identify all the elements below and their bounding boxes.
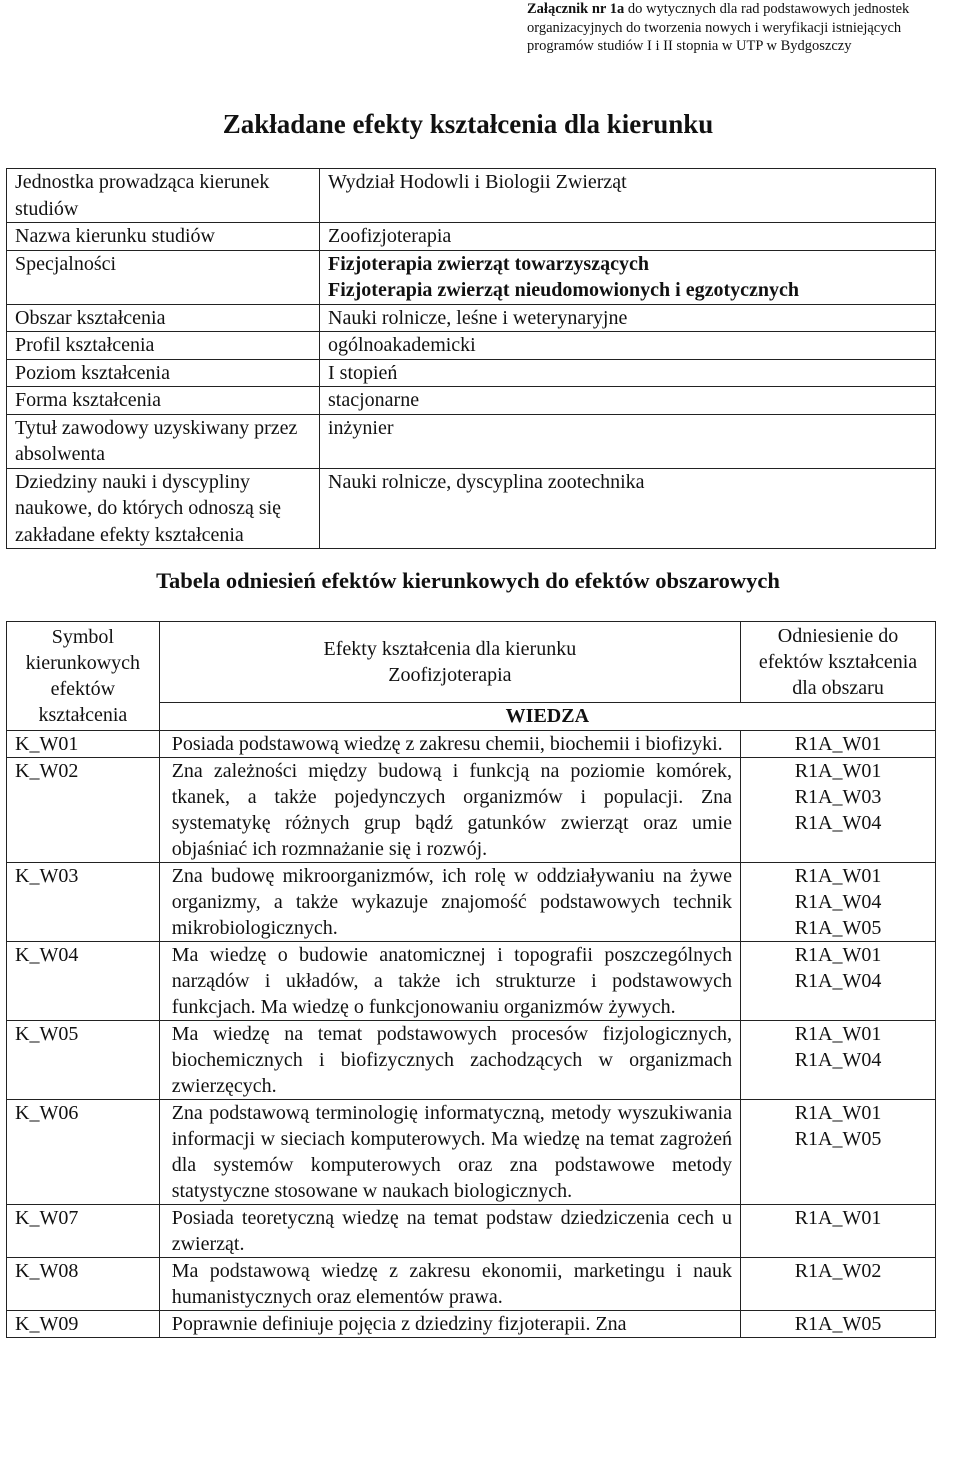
- info-label: Nazwa kierunku studiów: [7, 223, 320, 251]
- info-value: Nauki rolnicze, leśne i weterynaryjne: [320, 304, 936, 332]
- info-value: I stopień: [320, 359, 936, 387]
- attachment-note-label: Załącznik nr 1a: [527, 1, 625, 17]
- area-reference-code: R1A_W01: [794, 1207, 882, 1229]
- area-reference-code: R1A_W01: [794, 1023, 882, 1045]
- outcome-symbol: K_W06: [7, 1100, 160, 1205]
- outcome-area-references: [741, 863, 936, 942]
- info-label: Specjalności: [7, 250, 320, 304]
- outcome-area-references: [741, 1205, 936, 1258]
- outcome-description: Posiada teoretyczną wiedzę na temat podstaw dziedziczenia cech u zwierząt.: [159, 1205, 740, 1258]
- info-label: Jednostka prowadząca kierunek studiów: [7, 169, 320, 223]
- header-symbol: Symbol kierunkowych efektów kształcenia: [7, 622, 160, 731]
- outcome-description: Ma wiedzę o budowie anatomicznej i topografii poszczególnych narządów i układów, a także ich strukturze i podstawowych funkcjach. Ma wiedzę o funkcjonowaniu organizmów żywych.: [159, 942, 740, 1021]
- outcome-symbol: K_W09: [7, 1311, 160, 1338]
- outcome-area-references: [741, 942, 936, 1021]
- area-reference-code: R1A_W02: [794, 1260, 882, 1282]
- info-label: Profil kształcenia: [7, 332, 320, 360]
- outcome-area-references: [741, 731, 936, 758]
- area-reference-code: R1A_W05: [794, 1128, 882, 1150]
- outcome-row: [7, 731, 936, 758]
- area-reference-code: R1A_W03: [794, 786, 882, 808]
- specialization-name: Fizjoterapia zwierząt nieudomowionych i egzotycznych: [328, 279, 800, 301]
- mapping-table-title: Tabela odniesień efektów kierunkowych do efektów obszarowych: [156, 568, 780, 593]
- outcome-description: Zna podstawową terminologię informatyczną, metody wyszukiwania informacji w sieciach komputerowych. Ma wiedzę na temat zagrożeń dla systemów komputerowych oraz zna podstawowe metody statystyczne stosowane w naukach biologicznych.: [159, 1100, 740, 1205]
- info-value: [320, 250, 936, 304]
- outcome-symbol: K_W04: [7, 942, 160, 1021]
- info-row: [7, 387, 936, 415]
- outcome-symbol: K_W02: [7, 758, 160, 863]
- outcome-description: Ma wiedzę na temat podstawowych procesów fizjologicznych, biochemicznych i biofizycznych zachodzących w organizmach zwierzęcych.: [159, 1021, 740, 1100]
- info-label: Forma kształcenia: [7, 387, 320, 415]
- attachment-note: [527, 0, 957, 56]
- outcome-area-references: [741, 1258, 936, 1311]
- info-row: [7, 304, 936, 332]
- outcome-symbol: K_W05: [7, 1021, 160, 1100]
- info-row: [7, 223, 936, 251]
- outcome-description: Zna zależności między budową i funkcją na poziomie komórek, tkanek, a także pojedynczych organizmów i populacji. Zna systematykę różnych grup bądź gatunków zwierząt oraz umie objaśniać ich rozmnażanie się i rozwój.: [159, 758, 740, 863]
- outcome-symbol: K_W01: [7, 731, 160, 758]
- info-row: [7, 359, 936, 387]
- outcome-row: [7, 1311, 936, 1338]
- area-reference-code: R1A_W04: [794, 1049, 882, 1071]
- info-value: Wydział Hodowli i Biologii Zwierząt: [320, 169, 936, 223]
- outcomes-header-row: [7, 622, 936, 703]
- outcome-description: Poprawnie definiuje pojęcia z dziedziny fizjoterapii. Zna: [159, 1311, 740, 1338]
- outcome-row: [7, 758, 936, 863]
- info-value: ogólnoakademicki: [320, 332, 936, 360]
- attachment-note-text: do wytycznych dla rad podstawowych jednostek organizacyjnych do tworzenia nowych i weryfikacji istniejących programów studiów I i II stopnia w UTP w Bydgoszczy: [527, 1, 910, 54]
- info-label: Tytuł zawodowy uzyskiwany przez absolwenta: [7, 414, 320, 468]
- outcome-area-references: [741, 1100, 936, 1205]
- outcome-symbol: K_W07: [7, 1205, 160, 1258]
- outcome-row: [7, 942, 936, 1021]
- section-label: WIEDZA: [159, 703, 935, 731]
- outcome-row: [7, 1205, 936, 1258]
- info-label: Obszar kształcenia: [7, 304, 320, 332]
- outcome-row: [7, 1100, 936, 1205]
- area-reference-code: R1A_W01: [794, 760, 882, 782]
- area-reference-code: R1A_W05: [794, 1313, 882, 1335]
- area-reference-code: R1A_W01: [794, 733, 882, 755]
- area-reference-code: R1A_W04: [794, 812, 882, 834]
- program-info-table: [6, 168, 936, 549]
- info-value: Nauki rolnicze, dyscyplina zootechnika: [320, 468, 936, 549]
- specialization-name: Fizjoterapia zwierząt towarzyszących: [328, 252, 649, 275]
- header-reference: Odniesienie do efektów kształcenia dla obszaru: [741, 622, 936, 703]
- outcome-description: Zna budowę mikroorganizmów, ich rolę w oddziaływaniu na żywe organizmy, a także wykazuje znajomość podstawowych technik mikrobiologicznych.: [159, 863, 740, 942]
- header-effects: Efekty kształcenia dla kierunku Zoofizjoterapia: [159, 622, 740, 703]
- outcome-symbol: K_W08: [7, 1258, 160, 1311]
- outcome-row: [7, 1258, 936, 1311]
- outcome-description: Posiada podstawową wiedzę z zakresu chemii, biochemii i biofizyki.: [159, 731, 740, 758]
- area-reference-code: R1A_W01: [794, 865, 882, 887]
- info-row: [7, 332, 936, 360]
- info-label: Dziedziny nauki i dyscypliny naukowe, do których odnoszą się zakładane efekty kształcenia: [7, 468, 320, 549]
- area-reference-code: R1A_W05: [794, 917, 882, 939]
- info-row: [7, 468, 936, 549]
- info-value: Zoofizjoterapia: [320, 223, 936, 251]
- area-reference-code: R1A_W04: [794, 891, 882, 913]
- area-reference-code: R1A_W01: [794, 944, 882, 966]
- info-value: stacjonarne: [320, 387, 936, 415]
- document-title: Zakładane efekty kształcenia dla kierunku: [222, 109, 714, 139]
- area-reference-code: R1A_W01: [794, 1102, 882, 1124]
- outcome-description: Ma podstawową wiedzę z zakresu ekonomii, marketingu i nauk humanistycznych oraz elementów prawa.: [159, 1258, 740, 1311]
- info-label: Poziom kształcenia: [7, 359, 320, 387]
- area-reference-code: R1A_W04: [794, 970, 882, 992]
- outcome-area-references: [741, 758, 936, 863]
- outcome-area-references: [741, 1311, 936, 1338]
- learning-outcomes-body: [7, 622, 936, 1338]
- outcome-row: [7, 1021, 936, 1100]
- info-row: [7, 169, 936, 223]
- outcome-row: [7, 863, 936, 942]
- info-row: [7, 250, 936, 304]
- info-row: [7, 414, 936, 468]
- outcome-symbol: K_W03: [7, 863, 160, 942]
- program-info-body: [7, 169, 936, 549]
- info-value: inżynier: [320, 414, 936, 468]
- outcome-area-references: [741, 1021, 936, 1100]
- learning-outcomes-table: [6, 621, 936, 1338]
